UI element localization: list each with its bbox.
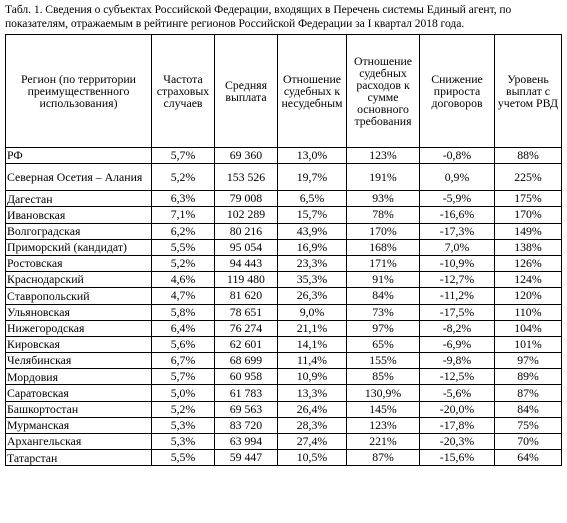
cell-frequency: 6,2%: [152, 223, 215, 239]
cell-region: Мордовия: [6, 369, 152, 385]
cell-frequency: 5,3%: [152, 434, 215, 450]
header-payment-level: Уровень выплат с учетом РВД: [495, 35, 562, 148]
cell-region: Ростовская: [6, 255, 152, 271]
cell-contract-decline: -10,9%: [420, 255, 495, 271]
cell-court-ratio: 13,3%: [278, 385, 347, 401]
table-row: [6, 353, 562, 369]
cell-court-ratio: 9,0%: [278, 304, 347, 320]
cell-frequency: 5,7%: [152, 369, 215, 385]
cell-frequency: 5,7%: [152, 148, 215, 164]
cell-average-payment: 61 783: [215, 385, 278, 401]
cell-average-payment: 95 054: [215, 239, 278, 255]
cell-legal-costs-ratio: 191%: [347, 164, 420, 191]
cell-region: Саратовская: [6, 385, 152, 401]
cell-region: Башкортостан: [6, 401, 152, 417]
cell-payment-level: 138%: [495, 239, 562, 255]
cell-payment-level: 175%: [495, 191, 562, 207]
cell-frequency: 5,5%: [152, 450, 215, 466]
cell-payment-level: 124%: [495, 272, 562, 288]
cell-region: Краснодарский: [6, 272, 152, 288]
cell-legal-costs-ratio: 221%: [347, 434, 420, 450]
table-row: [6, 272, 562, 288]
cell-frequency: 5,3%: [152, 417, 215, 433]
table-row: [6, 417, 562, 433]
cell-payment-level: 110%: [495, 304, 562, 320]
cell-contract-decline: -17,5%: [420, 304, 495, 320]
cell-court-ratio: 27,4%: [278, 434, 347, 450]
table-row: [6, 401, 562, 417]
cell-payment-level: 75%: [495, 417, 562, 433]
table-header-row: [6, 35, 562, 148]
cell-legal-costs-ratio: 123%: [347, 417, 420, 433]
cell-frequency: 6,4%: [152, 320, 215, 336]
table-row: [6, 288, 562, 304]
table-row: [6, 255, 562, 271]
cell-court-ratio: 15,7%: [278, 207, 347, 223]
cell-legal-costs-ratio: 155%: [347, 353, 420, 369]
cell-average-payment: 153 526: [215, 164, 278, 191]
table-row: [6, 434, 562, 450]
cell-legal-costs-ratio: 78%: [347, 207, 420, 223]
cell-legal-costs-ratio: 168%: [347, 239, 420, 255]
cell-payment-level: 64%: [495, 450, 562, 466]
cell-contract-decline: -6,9%: [420, 336, 495, 352]
cell-average-payment: 63 994: [215, 434, 278, 450]
cell-payment-level: 84%: [495, 401, 562, 417]
table-row: [6, 164, 562, 191]
table-body: [6, 148, 562, 466]
cell-average-payment: 94 443: [215, 255, 278, 271]
header-average-payment: Средняя выплата: [215, 35, 278, 148]
cell-region: Ставропольский: [6, 288, 152, 304]
cell-average-payment: 83 720: [215, 417, 278, 433]
cell-average-payment: 69 360: [215, 148, 278, 164]
cell-contract-decline: -17,8%: [420, 417, 495, 433]
cell-region: Приморский (кандидат): [6, 239, 152, 255]
cell-frequency: 6,7%: [152, 353, 215, 369]
cell-contract-decline: -0,8%: [420, 148, 495, 164]
cell-average-payment: 68 699: [215, 353, 278, 369]
cell-payment-level: 126%: [495, 255, 562, 271]
cell-frequency: 4,7%: [152, 288, 215, 304]
cell-court-ratio: 28,3%: [278, 417, 347, 433]
cell-court-ratio: 16,9%: [278, 239, 347, 255]
cell-legal-costs-ratio: 123%: [347, 148, 420, 164]
cell-legal-costs-ratio: 97%: [347, 320, 420, 336]
cell-frequency: 6,3%: [152, 191, 215, 207]
table-caption: Табл. 1. Сведения о субъектах Российской Федерации, входящих в Перечень системы Единый агент, по показателям, отражаемым в рейтинге регионов Российской Федерации за I квартал 2018 года.: [5, 3, 512, 30]
cell-legal-costs-ratio: 170%: [347, 223, 420, 239]
cell-frequency: 5,6%: [152, 336, 215, 352]
table-row: [6, 191, 562, 207]
cell-contract-decline: -11,2%: [420, 288, 495, 304]
table-row: [6, 336, 562, 352]
cell-contract-decline: -5,6%: [420, 385, 495, 401]
cell-average-payment: 102 289: [215, 207, 278, 223]
table-row: [6, 239, 562, 255]
cell-average-payment: 78 651: [215, 304, 278, 320]
cell-contract-decline: 7,0%: [420, 239, 495, 255]
cell-contract-decline: 0,9%: [420, 164, 495, 191]
regions-table: [5, 34, 562, 466]
cell-average-payment: 80 216: [215, 223, 278, 239]
cell-region: Архангельская: [6, 434, 152, 450]
cell-region: Волгоградская: [6, 223, 152, 239]
cell-court-ratio: 10,5%: [278, 450, 347, 466]
table-row: [6, 320, 562, 336]
cell-payment-level: 97%: [495, 353, 562, 369]
cell-legal-costs-ratio: 87%: [347, 450, 420, 466]
cell-region: РФ: [6, 148, 152, 164]
cell-contract-decline: -17,3%: [420, 223, 495, 239]
cell-payment-level: 120%: [495, 288, 562, 304]
cell-average-payment: 119 480: [215, 272, 278, 288]
cell-payment-level: 101%: [495, 336, 562, 352]
cell-contract-decline: -8,2%: [420, 320, 495, 336]
header-legal-costs-ratio: Отношение судебных расходов к сумме основного требования: [347, 35, 420, 148]
table-row: [6, 148, 562, 164]
cell-legal-costs-ratio: 84%: [347, 288, 420, 304]
cell-frequency: 5,5%: [152, 239, 215, 255]
cell-court-ratio: 21,1%: [278, 320, 347, 336]
cell-contract-decline: -9,8%: [420, 353, 495, 369]
cell-average-payment: 81 620: [215, 288, 278, 304]
cell-frequency: 5,2%: [152, 255, 215, 271]
cell-region: Челябинская: [6, 353, 152, 369]
cell-court-ratio: 14,1%: [278, 336, 347, 352]
cell-payment-level: 88%: [495, 148, 562, 164]
cell-court-ratio: 11,4%: [278, 353, 347, 369]
cell-region: Ивановская: [6, 207, 152, 223]
table-row: [6, 450, 562, 466]
cell-legal-costs-ratio: 171%: [347, 255, 420, 271]
cell-court-ratio: 19,7%: [278, 164, 347, 191]
cell-court-ratio: 23,3%: [278, 255, 347, 271]
header-region: Регион (по территории преимущественного использования): [6, 35, 152, 148]
table-row: [6, 385, 562, 401]
cell-legal-costs-ratio: 93%: [347, 191, 420, 207]
cell-court-ratio: 6,5%: [278, 191, 347, 207]
table-row: [6, 207, 562, 223]
table-row: [6, 369, 562, 385]
cell-region: Кировская: [6, 336, 152, 352]
cell-legal-costs-ratio: 85%: [347, 369, 420, 385]
cell-payment-level: 149%: [495, 223, 562, 239]
cell-payment-level: 70%: [495, 434, 562, 450]
header-contract-decline: Снижение прироста договоров: [420, 35, 495, 148]
cell-frequency: 5,8%: [152, 304, 215, 320]
cell-contract-decline: -12,7%: [420, 272, 495, 288]
cell-average-payment: 62 601: [215, 336, 278, 352]
cell-region: Татарстан: [6, 450, 152, 466]
cell-court-ratio: 10,9%: [278, 369, 347, 385]
cell-contract-decline: -15,6%: [420, 450, 495, 466]
cell-court-ratio: 26,4%: [278, 401, 347, 417]
table-row: [6, 223, 562, 239]
cell-average-payment: 60 958: [215, 369, 278, 385]
cell-average-payment: 69 563: [215, 401, 278, 417]
cell-legal-costs-ratio: 73%: [347, 304, 420, 320]
cell-court-ratio: 35,3%: [278, 272, 347, 288]
cell-legal-costs-ratio: 145%: [347, 401, 420, 417]
cell-contract-decline: -20,3%: [420, 434, 495, 450]
cell-legal-costs-ratio: 91%: [347, 272, 420, 288]
cell-payment-level: 225%: [495, 164, 562, 191]
cell-region: Северная Осетия – Алания: [6, 164, 152, 191]
cell-frequency: 7,1%: [152, 207, 215, 223]
cell-region: Мурманская: [6, 417, 152, 433]
cell-region: Нижегородская: [6, 320, 152, 336]
cell-contract-decline: -5,9%: [420, 191, 495, 207]
cell-average-payment: 76 274: [215, 320, 278, 336]
cell-payment-level: 87%: [495, 385, 562, 401]
cell-legal-costs-ratio: 130,9%: [347, 385, 420, 401]
cell-frequency: 5,2%: [152, 164, 215, 191]
cell-frequency: 5,0%: [152, 385, 215, 401]
cell-legal-costs-ratio: 65%: [347, 336, 420, 352]
cell-frequency: 4,6%: [152, 272, 215, 288]
cell-payment-level: 170%: [495, 207, 562, 223]
cell-average-payment: 59 447: [215, 450, 278, 466]
cell-region: Ульяновская: [6, 304, 152, 320]
header-court-ratio: Отношение судебных к несудебным: [278, 35, 347, 148]
cell-average-payment: 79 008: [215, 191, 278, 207]
cell-frequency: 5,2%: [152, 401, 215, 417]
header-frequency: Частота страховых случаев: [152, 35, 215, 148]
cell-court-ratio: 13,0%: [278, 148, 347, 164]
cell-contract-decline: -12,5%: [420, 369, 495, 385]
cell-region: Дагестан: [6, 191, 152, 207]
cell-contract-decline: -16,6%: [420, 207, 495, 223]
cell-contract-decline: -20,0%: [420, 401, 495, 417]
cell-court-ratio: 43,9%: [278, 223, 347, 239]
cell-payment-level: 104%: [495, 320, 562, 336]
cell-court-ratio: 26,3%: [278, 288, 347, 304]
cell-payment-level: 89%: [495, 369, 562, 385]
table-row: [6, 304, 562, 320]
